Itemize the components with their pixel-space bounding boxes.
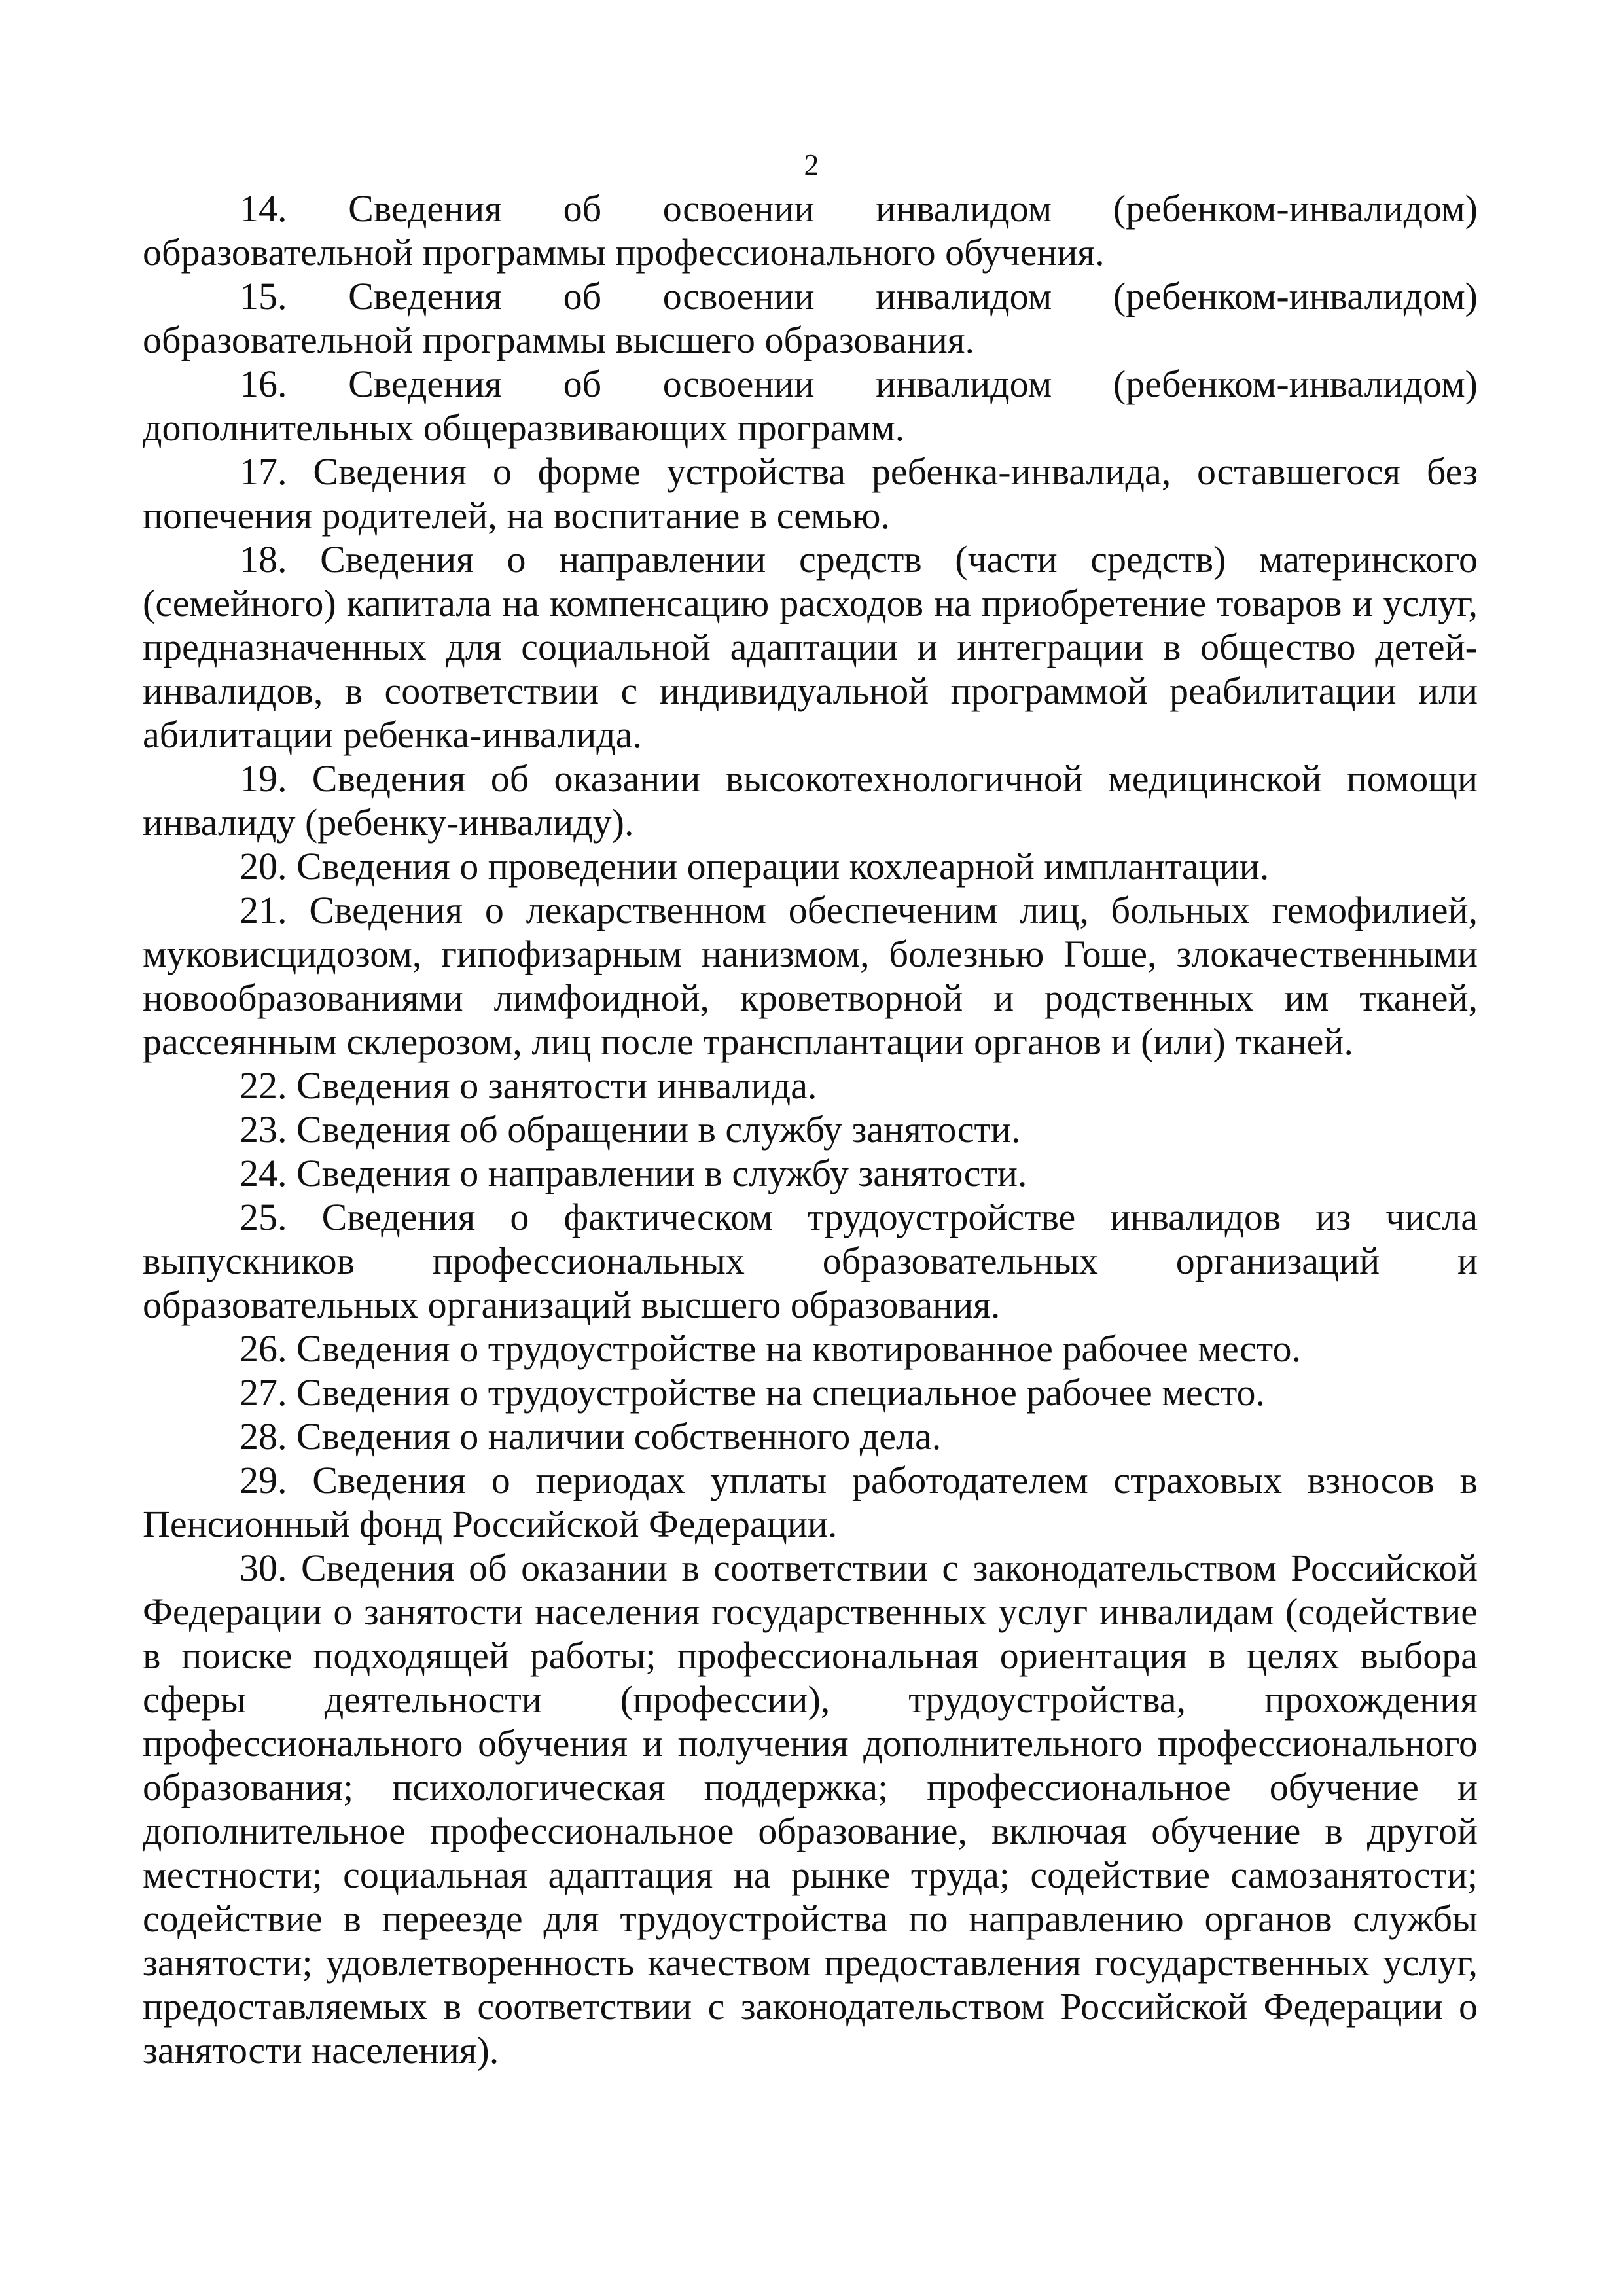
list-item-22: 22. Сведения о занятости инвалида. — [240, 1064, 817, 1107]
list-item-20: 20. Сведения о проведении операции кохлеарной имплантации. — [240, 845, 1270, 888]
list-item-17: 17. Сведения о форме устройства ребенка-инвалида, оставшегося без попечения родителей, на воспитание в семью. — [143, 450, 1478, 537]
list-item-23: 23. Сведения об обращении в службу занятости. — [240, 1108, 1021, 1151]
list-item-16: 16. Сведения об освоении инвалидом (ребенком-инвалидом) дополнительных общеразвивающих программ. — [143, 363, 1478, 449]
list-item-14: 14. Сведения об освоении инвалидом (ребенком-инвалидом) образовательной программы профессионального обучения. — [143, 187, 1478, 274]
document-body — [143, 187, 1478, 2072]
list-item-25: 25. Сведения о фактическом трудоустройстве инвалидов из числа выпускников профессиональных образовательных организаций и образовательных организаций высшего образования. — [143, 1196, 1478, 1326]
list-item-24: 24. Сведения о направлении в службу занятости. — [240, 1152, 1027, 1194]
list-item-30: 30. Сведения об оказании в соответствии с законодательством Российской Федерации о занятости населения государственных услуг инвалидам (содействие в поиске подходящей работы; профессиональная ориентация в целях выбора сферы деятельности (профессии), трудоустройства, прохождения профессионального обучения и получения дополнительного профессионального образования; психологическая поддержка; профессиональное обучение и дополнительное профессиональное образование, включая обучение в другой местности; социальная адаптация на рынке труда; содействие самозанятости; содействие в переезде для трудоустройства по направлению органов службы занятости; удовлетворенность качеством предоставления государственных услуг, предоставляемых в соответствии с законодательством Российской Федерации о занятости населения). — [143, 1547, 1478, 2072]
list-item-28: 28. Сведения о наличии собственного дела. — [240, 1415, 942, 1458]
list-item-18: 18. Сведения о направлении средств (части средств) материнского (семейного) капитала на компенсацию расходов на приобретение товаров и услуг, предназначенных для социальной адаптации и интеграции в общество детей-инвалидов, в соответствии с индивидуальной программой реабилитации или абилитации ребенка-инвалида. — [143, 538, 1478, 756]
list-item-21: 21. Сведения о лекарственном обеспеченим лиц, больных гемофилией, муковисцидозом, гипофизарным нанизмом, болезнью Гоше, злокачественными новообразованиями лимфоидной, кроветворной и родственных им тканей, рассеянным склерозом, лиц после трансплантации органов и (или) тканей. — [143, 889, 1478, 1063]
list-item-15: 15. Сведения об освоении инвалидом (ребенком-инвалидом) образовательной программы высшего образования. — [143, 275, 1478, 361]
page-number: 2 — [804, 148, 819, 181]
list-item-27: 27. Сведения о трудоустройстве на специальное рабочее место. — [240, 1371, 1266, 1414]
list-item-19: 19. Сведения об оказании высокотехнологичной медицинской помощи инвалиду (ребенку-инвалиду). — [143, 757, 1478, 844]
list-item-26: 26. Сведения о трудоустройстве на квотированное рабочее место. — [240, 1327, 1301, 1370]
list-item-29: 29. Сведения о периодах уплаты работодателем страховых взносов в Пенсионный фонд Российской Федерации. — [143, 1459, 1478, 1545]
